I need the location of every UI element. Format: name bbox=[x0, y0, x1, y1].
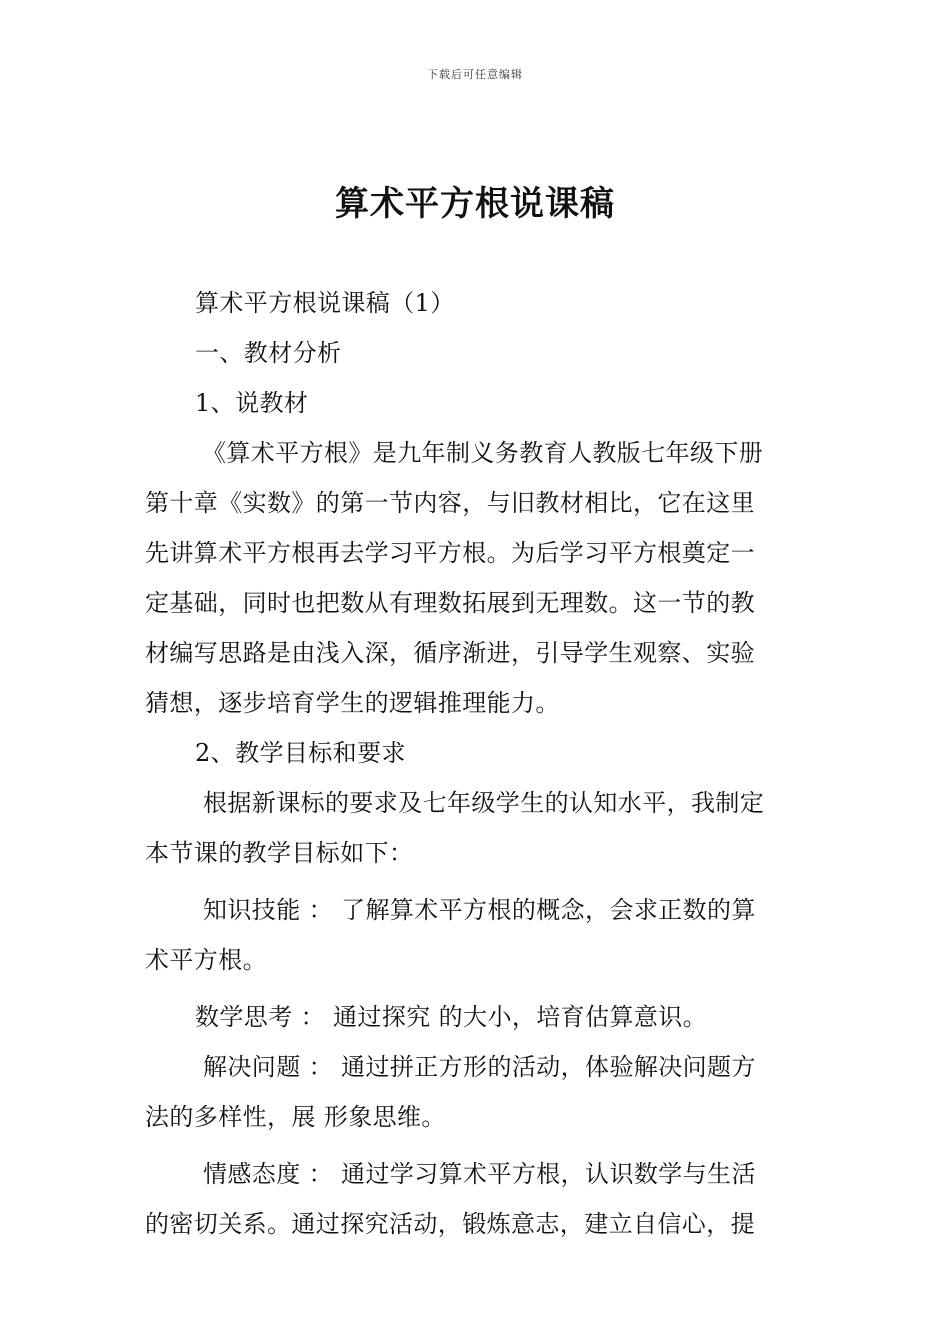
section-heading: 一、教材分析 bbox=[195, 339, 342, 367]
objective-line: 知识技能 ： 了解算术平方根的概念，会求正数的算 bbox=[203, 896, 756, 924]
subsection-heading: 1、说教材 bbox=[195, 389, 309, 417]
objective-line: 解决问题 ： 通过拼正方形的活动，体验解决问题方 bbox=[203, 1053, 756, 1081]
objective-line: 数学思考 ： 通过探究 的大小，培育估算意识。 bbox=[195, 1003, 708, 1031]
paragraph-line: 第十章《实数》的第一节内容，与旧教材相比，它在这里 bbox=[145, 489, 755, 517]
paragraph-line: 根据新课标的要求及七年级学生的认知水平，我制定 bbox=[203, 789, 765, 817]
paragraph-line: 材编写思路是由浅入深，循序渐进，引导学生观察、实验 bbox=[145, 639, 755, 667]
page-header-note: 下载后可任意编辑 bbox=[427, 68, 523, 81]
objective-line: 术平方根。 bbox=[145, 946, 267, 974]
paragraph-line: 定基础，同时也把数从有理数拓展到无理数。这一节的教 bbox=[145, 589, 755, 617]
subsection-heading: 2、教学目标和要求 bbox=[195, 739, 406, 767]
document-title: 算术平方根说课稿 bbox=[335, 184, 615, 224]
objective-line: 情感态度 ： 通过学习算术平方根，认识数学与生活 bbox=[203, 1160, 756, 1188]
paragraph-line: 《算术平方根》是九年制义务教育人教版七年级下册 bbox=[202, 439, 764, 467]
paragraph-line: 猜想，逐步培育学生的逻辑推理能力。 bbox=[145, 689, 560, 717]
paragraph-line: 先讲算术平方根再去学习平方根。为后学习平方根奠定一 bbox=[145, 539, 755, 567]
subtitle-line: 算术平方根说课稿（1） bbox=[195, 289, 455, 317]
paragraph-line: 本节课的教学目标如下： bbox=[145, 839, 414, 867]
objective-line: 的密切关系。通过探究活动，锻炼意志，建立自信心，提 bbox=[145, 1210, 755, 1238]
objective-line: 法的多样性，展 形象思维。 bbox=[145, 1103, 446, 1131]
document-body bbox=[145, 278, 807, 1249]
